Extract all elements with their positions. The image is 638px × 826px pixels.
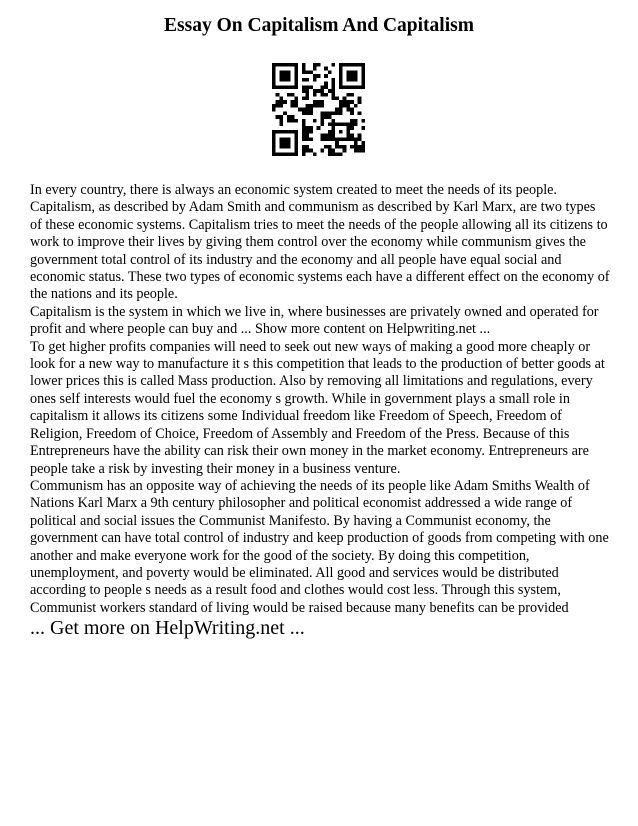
paragraph: In every country, there is always an economic system created to meet the needs of its people. Capitalism, as described by Adam Smith and communism as described by Karl Marx, are two types of these economic systems. Capitalism tries to meet the needs of the people allowing all its citizens to work to improve their lives by giving them control over the economy while communism gives the government total control of its industry and the economy and all people have equal social and economic status. These two types of economic systems each have a different effect on the economy of the nations and its people. bbox=[30, 182, 610, 303]
essay-body bbox=[30, 182, 610, 617]
get-more-link[interactable]: ... Get more on HelpWriting.net ... bbox=[30, 617, 305, 639]
qr-code-icon bbox=[272, 63, 365, 156]
page-title: Essay On Capitalism And Capitalism bbox=[164, 15, 474, 36]
paragraph: Communism has an opposite way of achieving the needs of its people like Adam Smiths Wealth of Nations Karl Marx a 9th century philosopher and political economist addressed a wide range of political and social issues the Communist Manifesto. By having a Communist economy, the government can have total control of industry and keep production of goods from competing with one another and make everyone work for the good of the society. By doing this competition, unemployment, and poverty would be eliminated. All good and services would be distributed according to people s needs as a result food and clothes would cost less. Through this system, Communist workers standard of living would be raised because many benefits can be provided bbox=[30, 477, 609, 616]
paragraph: To get higher profits companies will need to seek out new ways of making a good more cheaply or look for a new way to manufacture it s this competition that leads to the production of better goods at lower prices this is called Mass production. Also by removing all limitations and regulations, every ones self interests would fuel the economy s growth. While in government plays a small role in capitalism it allows its citizens some Individual freedom like Freedom of Speech, Freedom of Religion, Freedom of Choice, Freedom of Assembly and Freedom of the Press. Because of this Entrepreneurs have the ability can risk their own money in the market economy. Entrepreneurs are people take a risk by investing their money in a business venture. bbox=[30, 338, 605, 477]
paragraph: Capitalism is the system in which we live in, where businesses are privately owned and operated for profit and where people can buy and ... Show more content on Helpwriting.net ... bbox=[30, 303, 599, 338]
